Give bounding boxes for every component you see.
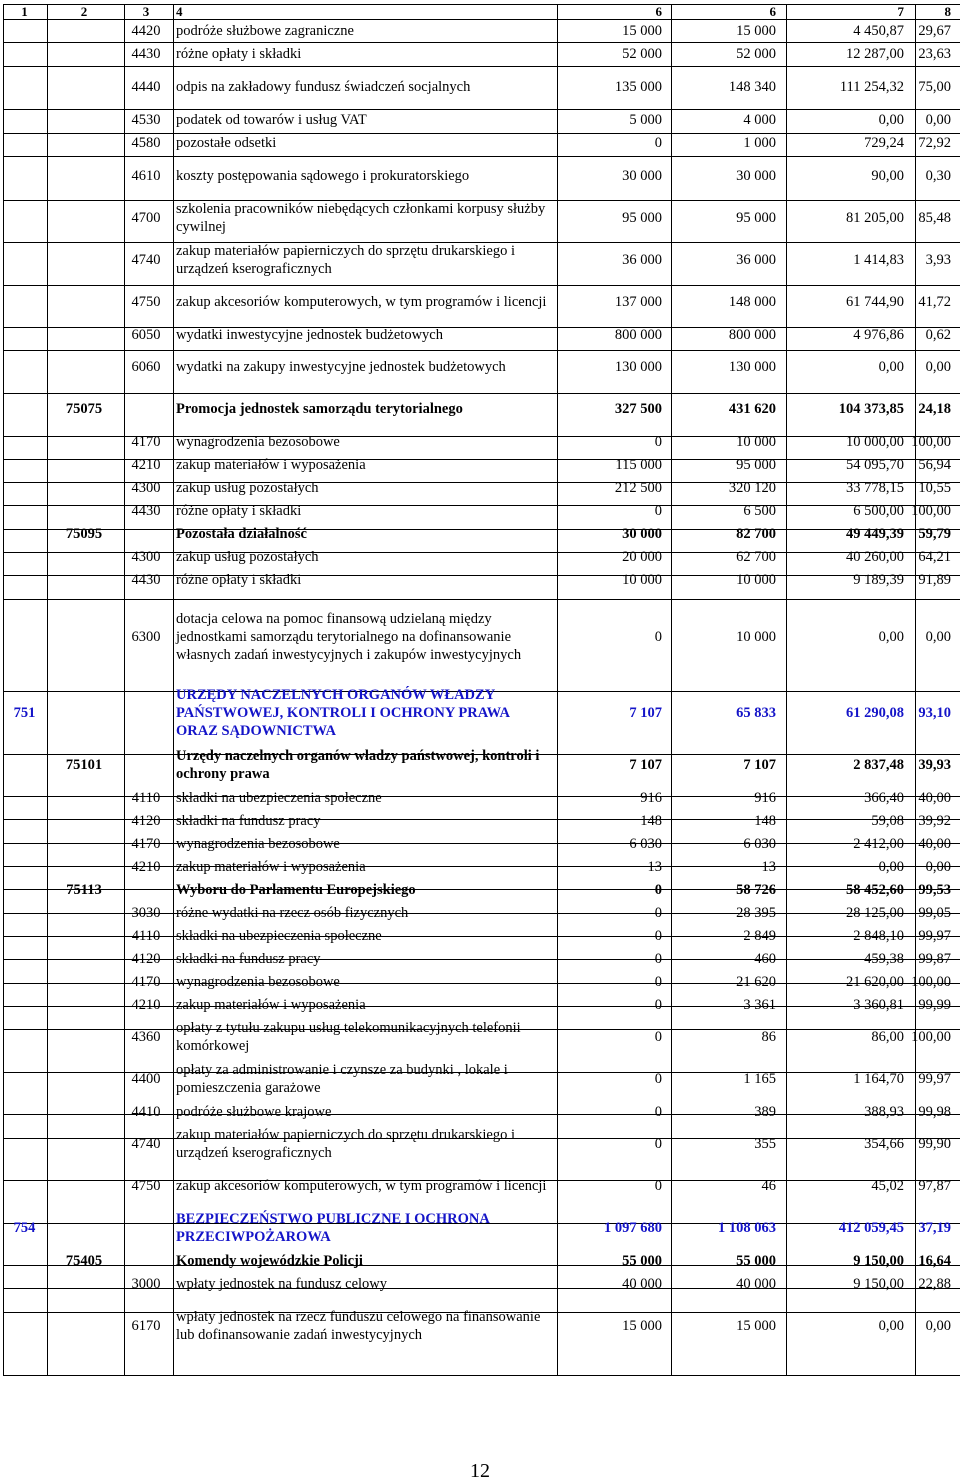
cell-plan: 10 000 xyxy=(622,571,662,588)
cell-procent: 100,00 xyxy=(911,1029,951,1045)
cell-plan: 5 000 xyxy=(629,111,662,128)
cell-plan: 0 xyxy=(654,502,662,519)
cell-wykonanie: 0,00 xyxy=(878,1318,904,1334)
cell-procent: 0,00 xyxy=(925,628,951,645)
cell-plan: 0 xyxy=(654,1178,662,1194)
cell-po-zmianach: 28 395 xyxy=(736,904,776,921)
cell-paragraf: 6050 xyxy=(131,326,161,343)
cell-nazwa: odpis na zakładowy fundusz świadczeń socjalnych xyxy=(176,78,471,95)
cell-po-zmianach: 1 165 xyxy=(743,1071,776,1087)
cell-po-zmianach: 36 000 xyxy=(736,252,776,268)
cell-po-zmianach: 431 620 xyxy=(728,401,776,417)
cell-plan: 0 xyxy=(654,1136,662,1152)
cell-paragraf: 4700 xyxy=(131,210,161,226)
cell-paragraf: 3030 xyxy=(131,904,161,921)
cell-plan: 137 000 xyxy=(614,294,662,310)
cell-paragraf: 4170 xyxy=(131,433,161,450)
cell-nazwa: Urzędy naczelnych organów władzy państwowej, kontroli i ochrony prawa xyxy=(176,748,540,782)
cell-wykonanie: 412 059,45 xyxy=(838,1220,904,1236)
cell-wykonanie: 9 150,00 xyxy=(853,1275,904,1292)
cell-procent: 40,00 xyxy=(918,789,951,806)
cell-po-zmianach: 10 000 xyxy=(736,433,776,450)
cell-paragraf: 4300 xyxy=(131,548,161,565)
cell-paragraf: 4430 xyxy=(131,502,161,519)
cell-procent: 39,93 xyxy=(918,757,951,773)
cell-procent: 37,19 xyxy=(918,1220,951,1236)
cell-plan: 0 xyxy=(654,927,662,944)
cell-nazwa: URZĘDY NACZELNYCH ORGANÓW WŁADZY PAŃSTWOWEJ, KONTROLI I OCHRONY PRAWA ORAZ SĄDOWNICTWA xyxy=(176,687,510,739)
cell-rozdzial: 75405 xyxy=(65,1252,103,1269)
cell-rozdzial: 75095 xyxy=(65,525,103,542)
cell-procent: 40,00 xyxy=(918,835,951,852)
cell-nazwa: zakup materiałów i wyposażenia xyxy=(176,996,366,1013)
cell-procent: 97,87 xyxy=(918,1178,951,1194)
cell-paragraf: 4580 xyxy=(131,134,161,151)
cell-plan: 1 097 680 xyxy=(604,1220,662,1236)
column-header: 1 xyxy=(21,3,28,19)
cell-paragraf: 4610 xyxy=(131,167,161,184)
cell-nazwa: zakup materiałów i wyposażenia xyxy=(176,456,366,473)
cell-procent: 0,00 xyxy=(925,111,951,128)
cell-po-zmianach: 320 120 xyxy=(728,479,776,496)
cell-po-zmianach: 30 000 xyxy=(736,167,776,184)
cell-po-zmianach: 10 000 xyxy=(736,628,776,645)
cell-po-zmianach: 916 xyxy=(754,789,776,806)
cell-paragraf: 4170 xyxy=(131,835,161,852)
cell-plan: 0 xyxy=(654,973,662,990)
cell-procent: 59,79 xyxy=(918,525,951,542)
cell-wykonanie: 4 450,87 xyxy=(853,22,904,39)
cell-plan: 13 xyxy=(647,858,662,875)
cell-plan: 0 xyxy=(654,1103,662,1120)
cell-procent: 24,18 xyxy=(918,401,951,417)
cell-paragraf: 4170 xyxy=(131,973,161,990)
cell-plan: 135 000 xyxy=(614,78,662,95)
cell-paragraf: 4420 xyxy=(131,22,161,39)
cell-paragraf: 4750 xyxy=(131,294,161,310)
cell-nazwa: różne wydatki na rzecz osób fizycznych xyxy=(176,904,409,921)
cell-nazwa: podatek od towarów i usług VAT xyxy=(176,111,367,128)
cell-nazwa: różne opłaty i składki xyxy=(176,502,302,519)
cell-po-zmianach: 3 361 xyxy=(743,996,776,1013)
cell-wykonanie: 2 412,00 xyxy=(853,835,904,852)
cell-po-zmianach: 4 000 xyxy=(743,111,776,128)
cell-plan: 0 xyxy=(654,1071,662,1087)
cell-plan: 20 000 xyxy=(622,548,662,565)
cell-po-zmianach: 6 030 xyxy=(743,835,776,852)
cell-paragraf: 4740 xyxy=(131,1136,161,1152)
cell-dzial: 754 xyxy=(13,1220,36,1236)
cell-wykonanie: 61 744,90 xyxy=(846,294,904,310)
cell-wykonanie: 10 000,00 xyxy=(846,433,904,450)
cell-procent: 91,89 xyxy=(918,571,951,588)
cell-wykonanie: 4 976,86 xyxy=(853,326,904,343)
cell-paragraf: 4120 xyxy=(131,812,161,829)
cell-po-zmianach: 130 000 xyxy=(728,359,776,375)
cell-paragraf: 4530 xyxy=(131,111,161,128)
column-header: 7 xyxy=(897,3,904,19)
cell-nazwa: koszty postępowania sądowego i prokuratorskiego xyxy=(176,167,470,184)
cell-procent: 41,72 xyxy=(918,294,951,310)
cell-po-zmianach: 7 107 xyxy=(743,757,776,773)
cell-procent: 99,99 xyxy=(918,996,951,1013)
cell-plan: 15 000 xyxy=(622,22,662,39)
cell-paragraf: 4410 xyxy=(131,1103,161,1120)
cell-po-zmianach: 52 000 xyxy=(736,45,776,62)
cell-plan: 0 xyxy=(654,628,662,645)
cell-paragraf: 6170 xyxy=(131,1318,161,1334)
cell-procent: 99,97 xyxy=(918,927,951,944)
cell-wykonanie: 111 254,32 xyxy=(839,78,904,95)
column-header: 6 xyxy=(655,3,662,19)
cell-nazwa: wpłaty jednostek na rzecz funduszu celowego na finansowanie lub dofinansowanie zadań inwestycyjnych xyxy=(176,1309,541,1343)
cell-plan: 212 500 xyxy=(614,479,662,496)
cell-procent: 99,53 xyxy=(918,881,951,898)
cell-wykonanie: 9 150,00 xyxy=(853,1252,904,1269)
cell-wykonanie: 49 449,39 xyxy=(846,525,904,542)
cell-plan: 15 000 xyxy=(622,1318,662,1334)
cell-procent: 100,00 xyxy=(911,502,951,519)
cell-nazwa: zakup akcesoriów komputerowych, w tym programów i licencji xyxy=(176,294,547,310)
cell-wykonanie: 459,38 xyxy=(864,950,904,967)
cell-po-zmianach: 40 000 xyxy=(736,1275,776,1292)
cell-plan: 40 000 xyxy=(622,1275,662,1292)
cell-nazwa: składki na ubezpieczenia społeczne xyxy=(176,789,382,806)
cell-wykonanie: 9 189,39 xyxy=(853,571,904,588)
cell-wykonanie: 90,00 xyxy=(871,167,904,184)
cell-paragraf: 3000 xyxy=(131,1275,161,1292)
cell-rozdzial: 75113 xyxy=(66,881,102,898)
cell-plan: 130 000 xyxy=(614,359,662,375)
cell-nazwa: zakup materiałów papierniczych do sprzętu drukarskiego i urządzeń kserograficznych xyxy=(176,1127,516,1161)
cell-paragraf: 4210 xyxy=(131,996,161,1013)
cell-procent: 64,21 xyxy=(918,548,951,565)
page-number: 12 xyxy=(470,1460,490,1482)
cell-po-zmianach: 13 xyxy=(761,858,776,875)
cell-paragraf: 4300 xyxy=(131,479,161,496)
cell-nazwa: składki na fundusz pracy xyxy=(176,950,321,967)
cell-paragraf: 4110 xyxy=(131,789,161,806)
cell-dzial: 751 xyxy=(13,705,36,721)
cell-nazwa: zakup materiałów i wyposażenia xyxy=(176,858,366,875)
cell-procent: 99,87 xyxy=(918,950,951,967)
cell-po-zmianach: 55 000 xyxy=(736,1252,776,1269)
cell-wykonanie: 40 260,00 xyxy=(846,548,904,565)
cell-po-zmianach: 86 xyxy=(761,1029,776,1045)
cell-wykonanie: 33 778,15 xyxy=(846,479,904,496)
column-header: 6 xyxy=(769,3,776,19)
cell-po-zmianach: 82 700 xyxy=(736,525,776,542)
cell-procent: 22,88 xyxy=(918,1275,951,1292)
cell-procent: 75,00 xyxy=(918,78,951,95)
cell-wykonanie: 61 290,08 xyxy=(846,705,904,721)
cell-wykonanie: 0,00 xyxy=(878,359,904,375)
cell-wykonanie: 45,02 xyxy=(871,1178,904,1194)
cell-plan: 55 000 xyxy=(622,1252,662,1269)
cell-plan: 0 xyxy=(654,433,662,450)
cell-nazwa: wydatki na zakupy inwestycyjne jednostek budżetowych xyxy=(176,359,506,375)
column-header: 8 xyxy=(944,3,951,19)
cell-plan: 327 500 xyxy=(614,401,662,417)
cell-nazwa: Komendy wojewódzkie Policji xyxy=(176,1252,363,1269)
cell-plan: 6 030 xyxy=(629,835,662,852)
cell-wykonanie: 6 500,00 xyxy=(853,502,904,519)
cell-po-zmianach: 800 000 xyxy=(728,326,776,343)
cell-procent: 0,00 xyxy=(925,858,951,875)
cell-wykonanie: 1 164,70 xyxy=(853,1071,904,1087)
cell-paragraf: 4740 xyxy=(131,252,161,268)
cell-po-zmianach: 10 000 xyxy=(736,571,776,588)
cell-paragraf: 4400 xyxy=(131,1071,161,1087)
cell-nazwa: podróże służbowe krajowe xyxy=(176,1103,332,1120)
cell-po-zmianach: 1 000 xyxy=(743,134,776,151)
cell-nazwa: pozostałe odsetki xyxy=(176,134,277,151)
cell-wykonanie: 3 360,81 xyxy=(853,996,904,1013)
cell-plan: 36 000 xyxy=(622,252,662,268)
cell-plan: 0 xyxy=(654,134,662,151)
cell-plan: 800 000 xyxy=(614,326,662,343)
budget-table xyxy=(3,4,956,1376)
cell-procent: 39,92 xyxy=(918,812,951,829)
cell-rozdzial: 75101 xyxy=(65,757,103,773)
cell-po-zmianach: 65 833 xyxy=(736,705,776,721)
cell-procent: 23,63 xyxy=(918,45,951,62)
cell-procent: 29,67 xyxy=(918,22,951,39)
cell-procent: 0,30 xyxy=(925,167,951,184)
cell-procent: 85,48 xyxy=(918,210,951,226)
cell-nazwa: BEZPIECZEŃSTWO PUBLICZNE I OCHRONA PRZECIWPOŻAROWA xyxy=(176,1211,490,1245)
cell-po-zmianach: 95 000 xyxy=(736,210,776,226)
cell-wykonanie: 0,00 xyxy=(878,858,904,875)
cell-plan: 7 107 xyxy=(629,705,662,721)
cell-po-zmianach: 21 620 xyxy=(736,973,776,990)
cell-procent: 99,98 xyxy=(918,1103,951,1120)
cell-plan: 30 000 xyxy=(622,167,662,184)
cell-procent: 99,05 xyxy=(918,904,951,921)
cell-plan: 52 000 xyxy=(622,45,662,62)
cell-paragraf: 4120 xyxy=(131,950,161,967)
cell-paragraf: 6300 xyxy=(131,628,161,645)
cell-plan: 0 xyxy=(654,904,662,921)
cell-po-zmianach: 148 000 xyxy=(728,294,776,310)
cell-po-zmianach: 6 500 xyxy=(743,502,776,519)
cell-wykonanie: 28 125,00 xyxy=(846,904,904,921)
cell-procent: 0,00 xyxy=(925,1318,951,1334)
cell-plan: 0 xyxy=(654,881,662,898)
cell-nazwa: opłaty za administrowanie i czynsze za budynki , lokale i pomieszczenia garażowe xyxy=(176,1062,508,1096)
cell-nazwa: wynagrodzenia bezosobowe xyxy=(176,973,340,990)
cell-nazwa: różne opłaty i składki xyxy=(176,45,302,62)
cell-rozdzial: 75075 xyxy=(65,401,103,417)
cell-procent: 0,00 xyxy=(925,359,951,375)
cell-wykonanie: 2 848,10 xyxy=(853,927,904,944)
cell-paragraf: 4430 xyxy=(131,571,161,588)
cell-procent: 0,62 xyxy=(925,326,951,343)
column-header: 2 xyxy=(80,3,88,19)
cell-nazwa: składki na ubezpieczenia społeczne xyxy=(176,927,382,944)
cell-po-zmianach: 460 xyxy=(754,950,776,967)
cell-wykonanie: 1 414,83 xyxy=(853,252,904,268)
cell-plan: 30 000 xyxy=(622,525,662,542)
cell-wykonanie: 729,24 xyxy=(864,134,904,151)
cell-nazwa: wydatki inwestycyjne jednostek budżetowych xyxy=(176,326,443,343)
cell-paragraf: 4750 xyxy=(131,1178,161,1194)
cell-nazwa: Wyboru do Parlamentu Europejskiego xyxy=(176,881,416,898)
cell-po-zmianach: 1 108 063 xyxy=(718,1220,776,1236)
cell-po-zmianach: 15 000 xyxy=(736,22,776,39)
cell-procent: 3,93 xyxy=(925,252,951,268)
cell-nazwa: zakup materiałów papierniczych do sprzętu drukarskiego i urządzeń kserograficznych xyxy=(176,243,516,277)
column-header: 3 xyxy=(142,3,150,19)
cell-po-zmianach: 355 xyxy=(754,1136,776,1152)
cell-plan: 0 xyxy=(654,996,662,1013)
cell-wykonanie: 2 837,48 xyxy=(853,757,904,773)
cell-plan: 95 000 xyxy=(622,210,662,226)
cell-nazwa: składki na fundusz pracy xyxy=(176,812,321,829)
cell-plan: 0 xyxy=(654,1029,662,1045)
cell-plan: 916 xyxy=(640,789,662,806)
cell-po-zmianach: 95 000 xyxy=(736,456,776,473)
cell-po-zmianach: 148 xyxy=(754,812,776,829)
cell-paragraf: 4440 xyxy=(131,78,161,95)
cell-paragraf: 4430 xyxy=(131,45,161,62)
cell-wykonanie: 0,00 xyxy=(878,628,904,645)
cell-wykonanie: 21 620,00 xyxy=(846,973,904,990)
cell-paragraf: 4210 xyxy=(131,456,161,473)
cell-paragraf: 6060 xyxy=(131,359,161,375)
cell-nazwa: zakup usług pozostałych xyxy=(176,548,319,565)
cell-procent: 56,94 xyxy=(918,456,951,473)
cell-nazwa: zakup akcesoriów komputerowych, w tym programów i licencji xyxy=(176,1178,547,1194)
cell-nazwa: podróże służbowe zagraniczne xyxy=(176,22,354,39)
cell-procent: 16,64 xyxy=(918,1252,951,1269)
cell-procent: 99,90 xyxy=(918,1136,951,1152)
cell-plan: 148 xyxy=(640,812,662,829)
cell-nazwa: dotacja celowa na pomoc finansową udzielaną między jednostkami samorządu terytorialnego na dofinansowanie własnych zadań inwestycyjnych i zakupów inwestycyjnych xyxy=(176,610,522,663)
cell-procent: 10,55 xyxy=(918,479,951,496)
cell-procent: 100,00 xyxy=(911,433,951,450)
cell-po-zmianach: 389 xyxy=(754,1103,776,1120)
cell-wykonanie: 388,93 xyxy=(864,1103,904,1120)
cell-nazwa: Promocja jednostek samorządu terytorialnego xyxy=(176,401,463,417)
cell-nazwa: wpłaty jednostek na fundusz celowy xyxy=(176,1275,388,1292)
cell-plan: 7 107 xyxy=(629,757,662,773)
cell-po-zmianach: 15 000 xyxy=(736,1318,776,1334)
cell-plan: 0 xyxy=(654,950,662,967)
cell-po-zmianach: 2 849 xyxy=(743,927,776,944)
cell-nazwa: zakup usług pozostałych xyxy=(176,479,319,496)
cell-plan: 115 000 xyxy=(615,456,662,473)
column-header: 4 xyxy=(176,3,183,19)
cell-wykonanie: 54 095,70 xyxy=(846,456,904,473)
cell-nazwa: Pozostała działalność xyxy=(176,525,307,542)
cell-wykonanie: 354,66 xyxy=(864,1136,904,1152)
cell-wykonanie: 59,08 xyxy=(871,812,904,829)
cell-nazwa: wynagrodzenia bezosobowe xyxy=(176,835,340,852)
cell-procent: 93,10 xyxy=(918,705,951,721)
cell-nazwa: wynagrodzenia bezosobowe xyxy=(176,433,340,450)
cell-procent: 99,97 xyxy=(918,1071,951,1087)
cell-wykonanie: 81 205,00 xyxy=(846,210,904,226)
cell-wykonanie: 12 287,00 xyxy=(846,45,904,62)
cell-po-zmianach: 58 726 xyxy=(736,881,776,898)
cell-nazwa: opłaty z tytułu zakupu usług telekomunikacyjnych telefonii komórkowej xyxy=(176,1020,521,1054)
cell-wykonanie: 58 452,60 xyxy=(846,881,904,898)
cell-nazwa: różne opłaty i składki xyxy=(176,571,302,588)
cell-wykonanie: 86,00 xyxy=(871,1029,904,1045)
cell-wykonanie: 0,00 xyxy=(878,111,904,128)
cell-wykonanie: 366,40 xyxy=(864,789,904,806)
cell-procent: 72,92 xyxy=(918,134,951,151)
cell-procent: 100,00 xyxy=(911,973,951,990)
cell-paragraf: 4360 xyxy=(131,1029,161,1045)
cell-po-zmianach: 46 xyxy=(761,1178,776,1194)
cell-po-zmianach: 62 700 xyxy=(736,548,776,565)
cell-paragraf: 4210 xyxy=(131,858,161,875)
cell-paragraf: 4110 xyxy=(131,927,161,944)
cell-nazwa: szkolenia pracowników niebędących członkami korpusy służby cywilnej xyxy=(176,201,546,235)
cell-po-zmianach: 148 340 xyxy=(728,78,776,95)
cell-wykonanie: 104 373,85 xyxy=(838,401,904,417)
